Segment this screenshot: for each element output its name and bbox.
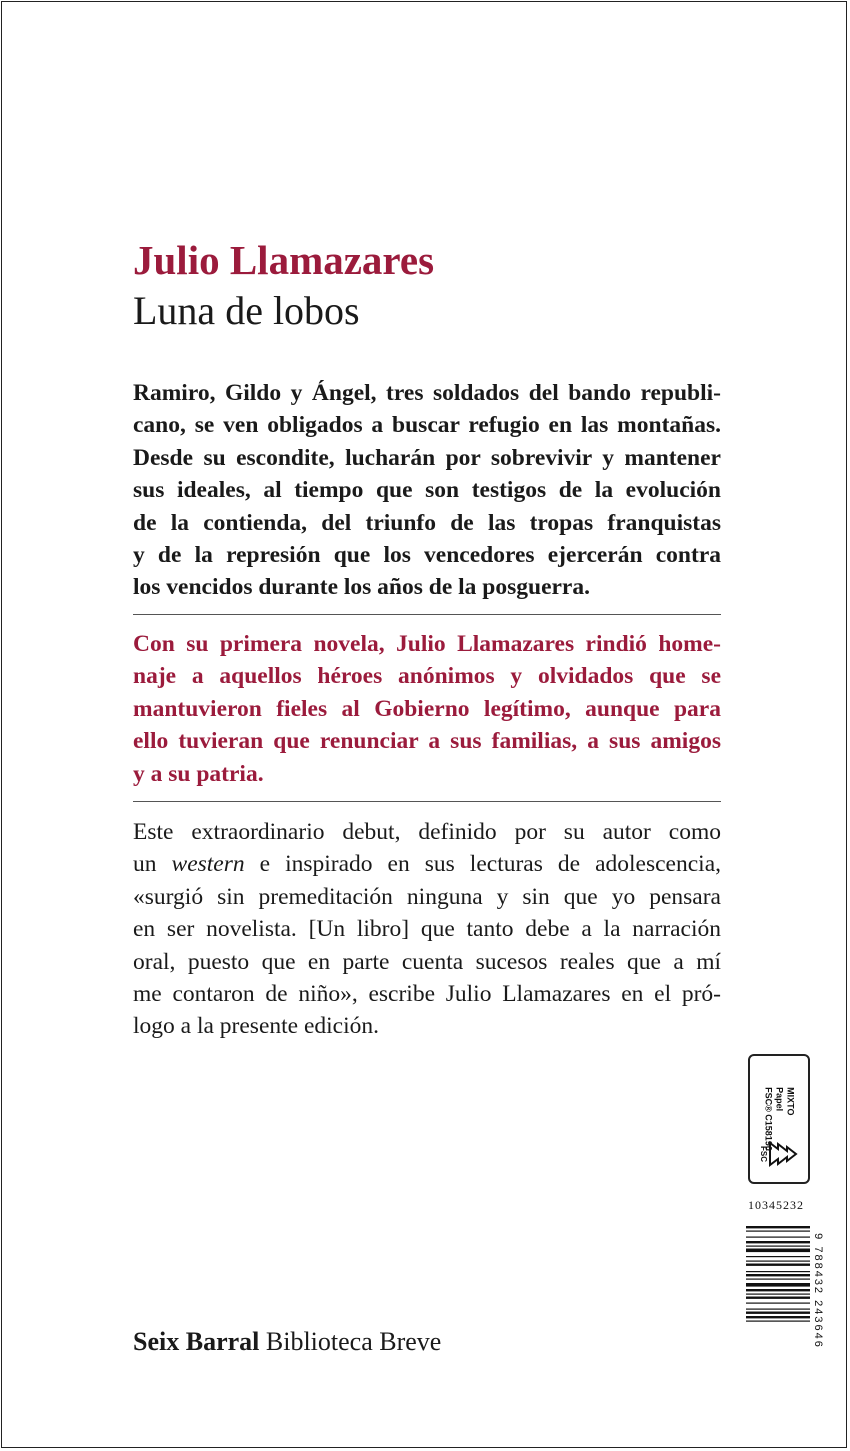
description-line: «surgió sin premeditación ninguna y sin que yo pensara — [133, 883, 721, 910]
description-line: en ser novelista. [Un libro] que tanto debe a la narración — [133, 916, 721, 943]
synopsis-line: de la contienda, del triunfo de las tropas franquistas — [133, 509, 721, 536]
description-paragraph — [133, 816, 721, 1043]
fsc-label — [748, 1054, 810, 1184]
fsc-code: FSC® C158190 — [763, 1087, 774, 1151]
barcode-icon — [746, 1226, 818, 1356]
synopsis-line: y de la represión que los vencedores ejercerán contra — [133, 542, 721, 569]
divider-line — [133, 614, 721, 615]
publisher-brand: Seix Barral — [133, 1327, 260, 1356]
description-line: Este extraordinario debut, definido por su autor como — [133, 819, 721, 845]
description-text: un — [133, 851, 172, 878]
highlight-line: Con su primera novela, Julio Llamazares rindió home- — [133, 631, 721, 657]
divider-line — [133, 801, 721, 802]
synopsis-line: sus ideales, al tiempo que son testigos de la evolución — [133, 477, 721, 504]
emphasis-western: western — [171, 851, 245, 878]
fsc-papel: Papel — [774, 1087, 785, 1112]
publisher-collection: Biblioteca Breve — [265, 1327, 442, 1356]
synopsis-line: cano, se ven obligados a buscar refugio en las montañas. — [133, 412, 721, 439]
highlight-line: mantuvieron fieles al Gobierno legítimo, aunque para — [133, 695, 721, 722]
isbn-digits — [810, 1226, 826, 1356]
highlight-line: naje a aquellos héroes anónimos y olvidados que se — [133, 663, 721, 690]
fsc-mixto: MIXTO — [785, 1087, 796, 1116]
description-line: oral, puesto que en parte cuenta sucesos reales que a mí — [133, 948, 721, 975]
book-title: Luna de lobos — [133, 288, 360, 333]
description-line: me contaron de niño», escribe Julio Llamazares en el pró- — [133, 981, 721, 1008]
highlight-line: ello tuvieran que renunciar a sus familias, a sus amigos — [133, 728, 721, 755]
synopsis-line: los vencidos durante los años de la posguerra. — [133, 574, 590, 601]
author-name: Julio Llamazares — [133, 237, 435, 283]
description-line: logo a la presente edición. — [133, 1013, 380, 1040]
description-text: e inspirado en sus lecturas de adolescencia, — [244, 851, 721, 878]
synopsis-paragraph — [133, 377, 721, 604]
isbn-number: 9 788432 243646 — [812, 1233, 824, 1349]
highlight-line: y a su patria. — [133, 760, 264, 787]
fsc-logo-text: FSC — [759, 1146, 768, 1162]
highlight-paragraph — [133, 628, 721, 790]
product-code: 10345232 — [748, 1198, 804, 1212]
synopsis-line: Desde su escondite, lucharán por sobrevivir y mantener — [133, 444, 721, 471]
fsc-tree-icon — [760, 1134, 800, 1174]
synopsis-line: Ramiro, Gildo y Ángel, tres soldados del bando republi- — [133, 380, 721, 406]
publisher-imprint — [133, 1327, 441, 1357]
description-line — [133, 848, 721, 880]
